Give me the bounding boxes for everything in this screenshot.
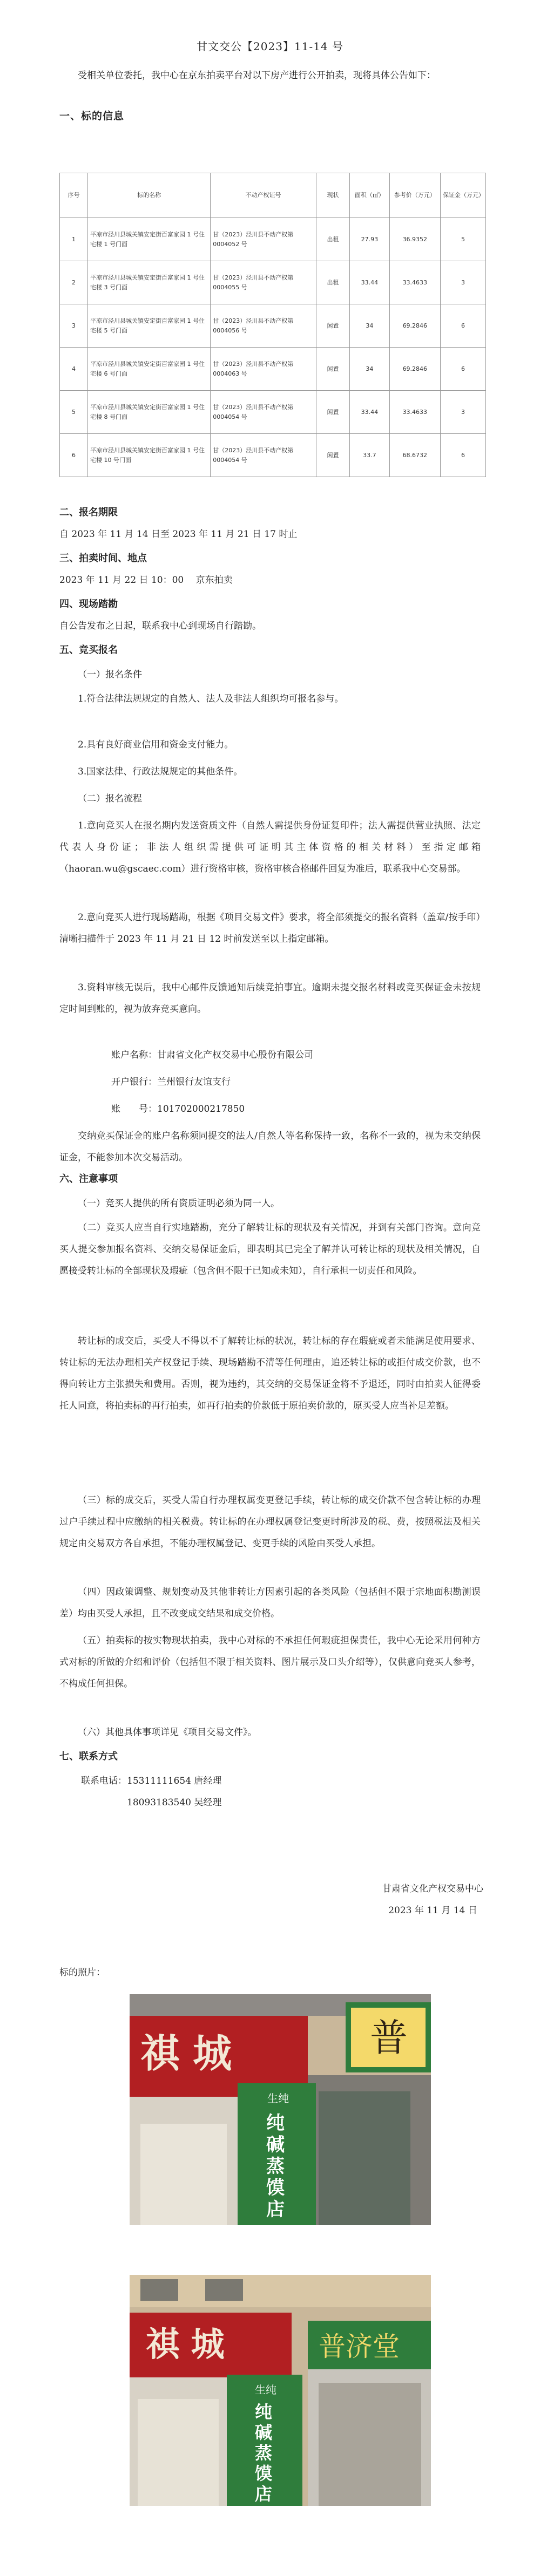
sign-right-text: 普济堂 (319, 2331, 400, 2362)
deposit-account-note: 交纳竞买保证金的账户名称须同提交的法人/自然人等名称保持一致，名称不一致的，视为未交纳保证金，不能参加本次交易活动。 (59, 1131, 481, 1163)
cell-no: 5 (60, 391, 88, 434)
col-header-price: 参考价（万元） (389, 173, 441, 218)
cell-no: 4 (60, 348, 88, 391)
cell-area: 27.93 (350, 218, 389, 261)
cell-status: 出租 (316, 261, 350, 304)
doc-number: 甘文交公【2023】11-14 号 (197, 40, 343, 53)
sign-left-text: 祺 城 (146, 2324, 225, 2364)
note-3: （三）标的成交后，买受人需自行办理权属变更登记手续，转让标的成交价款不包含转让标的办理过户手续过程中应缴纳的相关税费。转让标的在办理权属登记变更时所涉及的税、费，按照税法及相关规定由交易双方各自承担，不能办理权属登记、变更手续的风险由买受人承担。 (59, 1495, 481, 1549)
intro-paragraph: 受相关单位委托，我中心在京东拍卖平台对以下房产进行公开拍卖，现将具体公告如下： (78, 70, 436, 81)
cell-name: 平凉市泾川县城关镇安定街百富家园 1 号住宅楼 8 号门面 (88, 391, 211, 434)
process-step-1: 1.意向竞买人在报名期内发送资质文件（自然人需提供身份证复印件；法人需提供营业执照、法定代表人身份证；非法人组织需提供可证明其主体资格的相关材料）至指定邮箱（haoran.wu@gscaec.com）进行资格审核，资格审核合格邮件回复为准后，联系我中心交易部。 (59, 820, 481, 874)
cell-area: 33.44 (350, 391, 389, 434)
cell-name: 平凉市泾川县城关镇安定街百富家园 1 号住宅楼 10 号门面 (88, 434, 211, 477)
col-header-deposit: 保证金（万元） (441, 173, 486, 218)
lots-table (59, 173, 486, 477)
contact-phone-1: 15311111654 唐经理 (127, 1776, 222, 1786)
contact-line-2 (127, 1792, 221, 1813)
cell-price: 36.9352 (389, 218, 441, 261)
condition-3: 3.国家法律、行政法规规定的其他条件。 (78, 766, 243, 777)
note-5: （五）拍卖标的按实物现状拍卖，我中心对标的不承担任何瑕疵担保责任，我中心无论采用何种方式对标的所做的介绍和评价（包括但不限于相关资料、图片展示及口头介绍等），仅供意向竞买人参考，不构成任何担保。 (59, 1635, 481, 1689)
table-row (60, 304, 486, 348)
section-2-body: 自 2023 年 11 月 14 日至 2023 年 11 月 21 日 17 时止 (59, 529, 298, 540)
note-6: （六）其他具体事项详见《项目交易文件》。 (78, 1727, 257, 1738)
cell-deposit: 3 (441, 261, 486, 304)
section-3-body: 2023 年 11 月 22 日 10：00 京东拍卖 (59, 575, 233, 586)
section-7-title: 七、联系方式 (59, 1751, 118, 1762)
note-2-continued: 转让标的成交后，买受人不得以不了解转让标的状况，转让标的存在瑕疵或者未能满足使用要求、转让标的无法办理相关产权登记手续、现场踏勘不清等任何理由，追还转让标的或拒付成交价款，也不得向转让方主张损失和费用。否则，视为违约，其交纳的交易保证金将不予退还，同时由拍卖人征得委托人同意，将拍卖标的再行拍卖，如再行拍卖的价款低于原拍卖价款的，原买受人应当补足差额。 (59, 1336, 481, 1411)
section-5-title: 五、竞买报名 (59, 644, 118, 656)
cell-deposit: 3 (441, 391, 486, 434)
account-name-value: 甘肃省文化产权交易中心股份有限公司 (157, 1050, 313, 1061)
contact-phone-2: 18093183540 吴经理 (127, 1797, 222, 1808)
table-row (60, 434, 486, 477)
cell-price: 33.4633 (389, 261, 441, 304)
signer-org: 甘肃省文化产权交易中心 (382, 1884, 483, 1894)
cell-name: 平凉市泾川县城关镇安定街百富家园 1 号住宅楼 3 号门面 (88, 261, 211, 304)
section-1-title: 一、标的信息 (59, 110, 125, 122)
col-header-cert: 不动产权证号 (211, 173, 316, 218)
shop-sign-text: 纯碱蒸馍店 (266, 2112, 285, 2220)
section-2-title: 二、报名期限 (59, 507, 118, 518)
col-header-area: 面积（㎡） (350, 173, 389, 218)
sign-left-text: 祺 城 (140, 2030, 232, 2076)
shop-sign-text: 纯碱蒸馍店 (255, 2402, 273, 2504)
section-5-sub-process: （二）报名流程 (78, 793, 142, 804)
cell-status: 闲置 (316, 304, 350, 348)
cell-area: 34 (350, 304, 389, 348)
cell-no: 6 (60, 434, 88, 477)
section-5-sub-conditions: （一）报名条件 (78, 669, 142, 680)
account-bank-label: 开户银行： (111, 1077, 157, 1088)
cell-price: 68.6732 (389, 434, 441, 477)
storefront-photo-1 (130, 1994, 431, 2225)
note-1: （一）竞买人提供的所有资质证明必须为同一人。 (78, 1198, 280, 1209)
cell-price: 69.2846 (389, 348, 441, 391)
section-6-title: 六、注意事项 (59, 1173, 118, 1185)
account-bank-line (111, 1071, 231, 1093)
table-row (60, 391, 486, 434)
cell-name: 平凉市泾川县城关镇安定街百富家园 1 号住宅楼 1 号门面 (88, 218, 211, 261)
section-3-title: 三、拍卖时间、地点 (59, 553, 147, 564)
account-name-line (111, 1044, 313, 1066)
table-row (60, 218, 486, 261)
cell-cert: 甘（2023）泾川县不动产权第 0004052 号 (211, 218, 316, 261)
signature-block (382, 1878, 483, 1921)
cell-name: 平凉市泾川县城关镇安定街百富家园 1 号住宅楼 6 号门面 (88, 348, 211, 391)
col-header-status: 现状 (316, 173, 350, 218)
cell-no: 1 (60, 218, 88, 261)
cell-cert: 甘（2023）泾川县不动产权第 0004054 号 (211, 391, 316, 434)
section-4-title: 四、现场踏勘 (59, 599, 118, 610)
process-step-3: 3.资料审核无误后，我中心邮件反馈通知后续竞拍事宜。逾期未提交报名材料或竞买保证金未按规定时间到账的，视为放弃竞买意向。 (59, 982, 481, 1015)
cell-deposit: 6 (441, 434, 486, 477)
col-header-no: 序号 (60, 173, 88, 218)
cell-deposit: 5 (441, 218, 486, 261)
cell-status: 出租 (316, 218, 350, 261)
cell-area: 34 (350, 348, 389, 391)
process-step-2: 2.意向竞买人进行现场踏勘，根据《项目交易文件》要求，将全部须提交的报名资料（盖章/按手印）清晰扫描件于 2023 年 11 月 21 日 12 时前发送至以上指定邮箱。 (59, 912, 481, 944)
property-photo-2 (130, 2275, 431, 2506)
cell-status: 闲置 (316, 434, 350, 477)
photos-label: 标的照片： (59, 1967, 105, 1978)
storefront-photo-2 (130, 2275, 431, 2506)
cell-cert: 甘（2023）泾川县不动产权第 0004054 号 (211, 434, 316, 477)
cell-no: 2 (60, 261, 88, 304)
cell-deposit: 6 (441, 348, 486, 391)
account-number-line (111, 1098, 245, 1120)
section-4-body: 自公告发布之日起，联系我中心到现场自行踏勘。 (59, 621, 261, 631)
cell-name: 平凉市泾川县城关镇安定街百富家园 1 号住宅楼 5 号门面 (88, 304, 211, 348)
cell-cert: 甘（2023）泾川县不动产权第 0004063 号 (211, 348, 316, 391)
note-2: （二）竞买人应当自行实地踏勘，充分了解转让标的现状及有关情况，并到有关部门咨询。意向竞买人提交参加报名资料、交纳交易保证金后，即表明其已完全了解并认可转让标的现状及相关情况，自愿接受转让标的全部现状及瑕疵（包含但不限于已知或未知），自行承担一切责任和风险。 (59, 1222, 481, 1276)
cell-deposit: 6 (441, 304, 486, 348)
table-header-row (60, 173, 486, 218)
table-row (60, 261, 486, 304)
account-number-label: 账 号： (111, 1104, 157, 1114)
cell-status: 闲置 (316, 348, 350, 391)
note-4: （四）因政策调整、规划变动及其他非转让方因素引起的各类风险（包括但不限于宗地面积勘测误差）均由买受人承担，且不改变成交结果和成交价格。 (59, 1587, 481, 1619)
shop-top-text: 生纯 (255, 2383, 276, 2396)
account-bank-value: 兰州银行友谊支行 (157, 1077, 231, 1088)
condition-1: 1.符合法律法规规定的自然人、法人及非法人组织均可报名参与。 (78, 694, 344, 704)
cell-cert: 甘（2023）泾川县不动产权第 0004056 号 (211, 304, 316, 348)
cell-price: 33.4633 (389, 391, 441, 434)
cell-no: 3 (60, 304, 88, 348)
cell-price: 69.2846 (389, 304, 441, 348)
contact-label: 联系电话： (81, 1776, 127, 1786)
table-row (60, 348, 486, 391)
cell-status: 闲置 (316, 391, 350, 434)
cell-area: 33.7 (350, 434, 389, 477)
col-header-name: 标的名称 (88, 173, 211, 218)
sign-right-text: 普 (370, 2016, 408, 2060)
cell-cert: 甘（2023）泾川县不动产权第 0004055 号 (211, 261, 316, 304)
account-number-value: 101702000217850 (157, 1104, 245, 1114)
condition-2: 2.具有良好商业信用和资金支付能力。 (78, 739, 234, 750)
property-photo-1 (130, 1994, 431, 2225)
sign-date: 2023 年 11 月 14 日 (388, 1905, 477, 1916)
account-name-label: 账户名称： (111, 1050, 157, 1061)
contact-line-1 (81, 1770, 221, 1792)
cell-area: 33.44 (350, 261, 389, 304)
shop-top-text: 生纯 (267, 2092, 289, 2105)
